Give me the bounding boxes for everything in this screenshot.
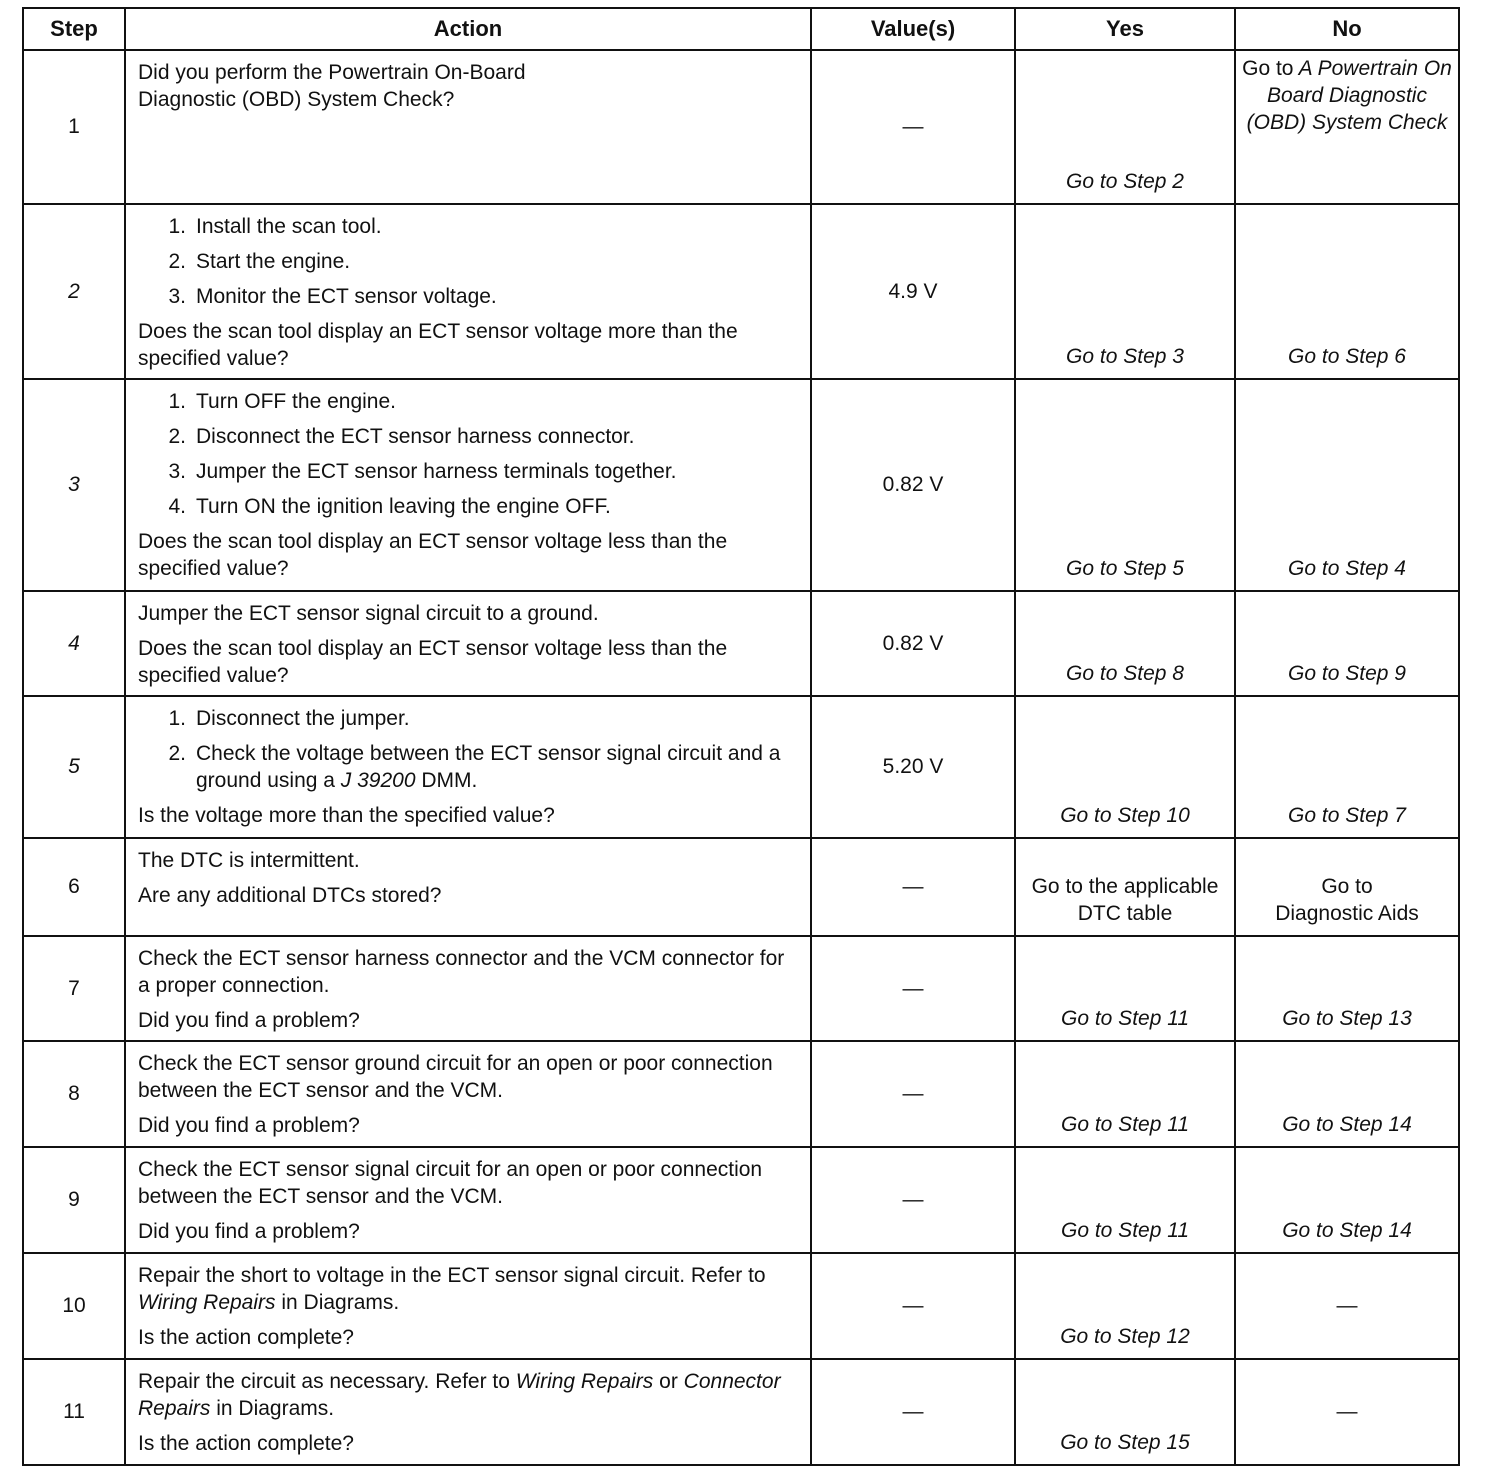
- header-step: Step: [23, 8, 125, 50]
- no-link: Diagnostic Aids: [1275, 902, 1419, 925]
- yes-cell: Go to the applicable DTC table: [1015, 838, 1235, 936]
- value-cell: —: [811, 50, 1015, 204]
- action-question: Is the action complete?: [138, 1326, 354, 1349]
- table-row-step-10: [23, 1253, 1459, 1359]
- header-values: Value(s): [811, 8, 1015, 50]
- action-cell: [125, 591, 811, 696]
- action-text: The DTC is intermittent.: [138, 849, 360, 872]
- yes-cell: Go to Step 10: [1015, 696, 1235, 838]
- no-cell: Go to Step 7: [1235, 696, 1459, 838]
- table-row-step-11: [23, 1359, 1459, 1465]
- action-cell: [125, 204, 811, 379]
- action-text: Check the ECT sensor harness connector and the VCM connector for a proper connection.: [138, 947, 785, 997]
- action-cell: [125, 838, 811, 936]
- action-question: Does the scan tool display an ECT sensor voltage more than the specified value?: [138, 320, 738, 370]
- action-question: Is the voltage more than the specified value?: [138, 804, 555, 827]
- value-cell: 5.20 V: [811, 696, 1015, 838]
- action-text: Did you perform the Powertrain On-Board Diagnostic (OBD) System Check?: [138, 61, 526, 111]
- no-cell: Go to Step 14: [1235, 1041, 1459, 1147]
- step-number: 4: [23, 591, 125, 696]
- table-row-step-5: [23, 696, 1459, 838]
- value-cell: 4.9 V: [811, 204, 1015, 379]
- value-cell: 0.82 V: [811, 379, 1015, 591]
- no-prefix: Go to: [1321, 875, 1373, 898]
- action-cell: [125, 1041, 811, 1147]
- no-cell: —: [1235, 1253, 1459, 1359]
- table-row-step-9: [23, 1147, 1459, 1253]
- action-question: Did you find a problem?: [138, 1220, 360, 1243]
- action-cell: [125, 379, 811, 591]
- table-row-step-3: [23, 379, 1459, 591]
- table-row-step-4: [23, 591, 1459, 696]
- action-cell: [125, 1147, 811, 1253]
- table-row-step-8: [23, 1041, 1459, 1147]
- action-question: Does the scan tool display an ECT sensor voltage less than the specified value?: [138, 530, 728, 580]
- action-question: Did you find a problem?: [138, 1009, 360, 1032]
- action-question: Is the action complete?: [138, 1432, 354, 1455]
- yes-cell: Go to Step 5: [1015, 379, 1235, 591]
- no-link: A Powertrain On Board Diagnostic (OBD) System Check: [1246, 57, 1452, 134]
- header-row: [23, 8, 1459, 50]
- action-text: Jumper the ECT sensor signal circuit to a ground.: [138, 602, 599, 625]
- value-cell: —: [811, 936, 1015, 1041]
- action-list: [138, 213, 800, 310]
- action-question: Does the scan tool display an ECT sensor voltage less than the specified value?: [138, 637, 728, 687]
- value-cell: —: [811, 1147, 1015, 1253]
- list-item: 1. Disconnect the jumper.: [168, 707, 410, 730]
- table-row-step-1: [23, 50, 1459, 204]
- step-number: 9: [23, 1147, 125, 1253]
- step-number: 11: [23, 1359, 125, 1465]
- action-question: Are any additional DTCs stored?: [138, 884, 442, 907]
- step-number: 8: [23, 1041, 125, 1147]
- no-cell: —: [1235, 1359, 1459, 1465]
- step-number: 10: [23, 1253, 125, 1359]
- value-cell: 0.82 V: [811, 591, 1015, 696]
- list-item: 2. Check the voltage between the ECT sensor signal circuit and a ground using a J 39200 DMM.: [168, 742, 781, 792]
- list-item: 2. Disconnect the ECT sensor harness connector.: [168, 425, 635, 448]
- yes-cell: Go to Step 11: [1015, 936, 1235, 1041]
- no-cell: [1235, 838, 1459, 936]
- reference-wiring-repairs: Wiring Repairs: [138, 1291, 276, 1314]
- action-question: Did you find a problem?: [138, 1114, 360, 1137]
- action-cell: [125, 936, 811, 1041]
- no-cell: Go to Step 14: [1235, 1147, 1459, 1253]
- list-item: 4. Turn ON the ignition leaving the engine OFF.: [168, 495, 611, 518]
- action-text: Check the ECT sensor ground circuit for an open or poor connection between the ECT sensor and the VCM.: [138, 1052, 773, 1102]
- diagnostic-table-document: [22, 7, 1458, 1466]
- action-cell: [125, 1253, 811, 1359]
- reference-connector-repairs: Connector Repairs: [138, 1370, 781, 1420]
- action-cell: [125, 1359, 811, 1465]
- header-action: Action: [125, 8, 811, 50]
- list-item: 2. Start the engine.: [168, 250, 351, 273]
- step-number: 7: [23, 936, 125, 1041]
- yes-cell: Go to Step 8: [1015, 591, 1235, 696]
- action-list: [138, 705, 800, 794]
- step-number: 2: [23, 204, 125, 379]
- yes-cell: Go to Step 11: [1015, 1041, 1235, 1147]
- no-cell: Go to Step 4: [1235, 379, 1459, 591]
- action-list: [138, 388, 800, 520]
- item-text: Check the voltage between the ECT sensor signal circuit and a ground using a: [196, 742, 781, 792]
- action-text: Repair the short to voltage in the ECT sensor signal circuit. Refer to Wiring Repairs in Diagrams.: [138, 1264, 766, 1314]
- value-cell: —: [811, 838, 1015, 936]
- value-cell: —: [811, 1359, 1015, 1465]
- list-item: 3. Monitor the ECT sensor voltage.: [168, 285, 497, 308]
- action-cell: [125, 50, 811, 204]
- tool-reference: J 39200: [340, 769, 416, 792]
- no-prefix: Go to: [1242, 57, 1294, 80]
- table-row-step-6: [23, 838, 1459, 936]
- yes-cell: Go to Step 15: [1015, 1359, 1235, 1465]
- no-cell: Go to Step 13: [1235, 936, 1459, 1041]
- no-cell: [1235, 50, 1459, 204]
- action-text: Repair the circuit as necessary. Refer to Wiring Repairs or Connector Repairs in Diagrams.: [138, 1370, 781, 1420]
- no-cell: Go to Step 6: [1235, 204, 1459, 379]
- reference-wiring-repairs: Wiring Repairs: [515, 1370, 654, 1393]
- table-row-step-7: [23, 936, 1459, 1041]
- yes-cell: Go to Step 12: [1015, 1253, 1235, 1359]
- step-number: 3: [23, 379, 125, 591]
- no-cell: Go to Step 9: [1235, 591, 1459, 696]
- yes-cell: Go to Step 2: [1015, 50, 1235, 204]
- table-row-step-2: [23, 204, 1459, 379]
- action-cell: [125, 696, 811, 838]
- step-number: 6: [23, 838, 125, 936]
- header-yes: Yes: [1015, 8, 1235, 50]
- value-cell: —: [811, 1041, 1015, 1147]
- list-item: 3. Jumper the ECT sensor harness terminals together.: [168, 460, 677, 483]
- list-item: 1. Turn OFF the engine.: [168, 390, 396, 413]
- diagnostic-table: [22, 7, 1460, 1466]
- step-number: 1: [23, 50, 125, 204]
- yes-cell: Go to Step 3: [1015, 204, 1235, 379]
- action-text: Check the ECT sensor signal circuit for an open or poor connection between the ECT sensor and the VCM.: [138, 1158, 763, 1208]
- list-item: 1. Install the scan tool.: [168, 215, 382, 238]
- item-text-tail: DMM.: [421, 769, 478, 792]
- yes-cell: Go to Step 11: [1015, 1147, 1235, 1253]
- step-number: 5: [23, 696, 125, 838]
- value-cell: —: [811, 1253, 1015, 1359]
- header-no: No: [1235, 8, 1459, 50]
